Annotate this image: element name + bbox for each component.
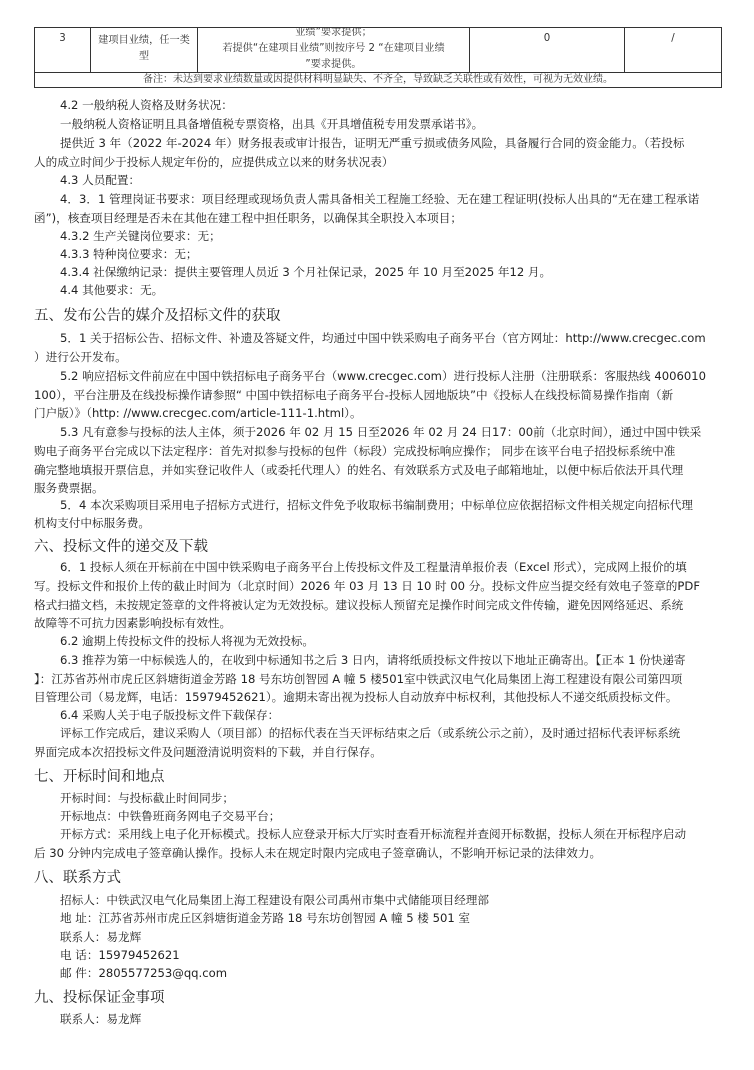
sec7-p2: 开标地点：中铁鲁班商务网电子交易平台； [60,809,281,823]
s42-p1: 一般纳税人资格证明且具备增值税专票资格，出具《开具增值税专用发票承诺书》。 [60,117,484,131]
s43-p3: 4.3.3 特种岗位要求：无； [60,247,198,261]
sec5-p2b: 100），平台注册及在线投标操作请参照“ 中国中铁招标电子商务平台-投标人园地版块”中《投标人在线投标简易操作指南（新 [34,388,674,402]
sec9-contact: 联系人：易龙辉 [60,1012,142,1026]
sec9-heading: 九、投标保证金事项 [34,990,165,1006]
s43-p5: 4.4 其他要求：无。 [60,283,164,297]
requirement-line-0: 业绩”要求提供； [295,28,372,38]
sec8-email: 邮 件：2805577253@qq.com [60,966,227,980]
sec6-p1c: 格式扫描文档，未按规定签章的文件将被认定为无效投标。建议投标人预留充足操作时间完成文件传输，避免因网络延迟、系统 [34,598,684,612]
sec6-heading: 六、投标文件的递交及下载 [34,539,208,555]
sec6-p5b: 界面完成本次招投标文件及问题澄清说明资料的下载，并自行保存。 [34,745,382,759]
row-last: / [625,28,722,72]
sec7-p3b: 后 30 分钟内完成电子签章确认操作。投标人未在规定时限内完成电子签章确认，不影响开标记录的法律效力。 [34,846,602,860]
sec8-address: 地 址：江苏省苏州市虎丘区斜塘街道金芳路 18 号东坊创智园 A 幢 5 楼 501 室 [60,911,470,925]
sec6-p1a: 6．1 投标人须在开标前在中国中铁采购电子商务平台上传投标文件及工程量清单报价表（Excel 形式），完成网上报价的填 [60,560,687,574]
sec5-p1b: ）进行公开发布。 [34,350,127,364]
sec7-p1: 开标时间：与投标截止时间同步； [60,791,234,805]
s43-p2: 4.3.2 生产关键岗位要求：无； [60,229,221,243]
sec6-p3a: 6.3 推荐为第一中标候选人的，在收到中标通知书之后 3 日内，请将纸质投标文件按以下地址正确寄出。【正本 1 份快递寄 [60,653,686,667]
sec5-p3d: 服务费票据。 [34,481,104,495]
sec5-p4b: 机构支付中标服务费。 [34,516,150,530]
sec6-p1d: 故障等不可抗力因素影响投标有效性。 [34,616,232,630]
sec5-p4a: 5．4 本次采购项目采用电子招标方式进行，招标文件免予收取标书编制费用；中标单位应依据招标文件相关规定向招标代理 [60,498,693,512]
sec8-heading: 八、联系方式 [34,870,121,886]
sec8-tenderer: 招标人：中铁武汉电气化局集团上海工程建设有限公司禹州市集中式储能项目经理部 [60,893,489,907]
sec5-heading: 五、发布公告的媒介及招标文件的获取 [34,308,281,324]
sec6-p3c: 目管理公司（易龙辉，电话：15979452621）。逾期未寄出视为投标人自动放弃中标权利，其他投标人不递交纸质投标文件。 [34,690,678,704]
sec7-heading: 七、开标时间和地点 [34,769,165,785]
sec5-p3c: 确完整地填报开票信息，并如实登记收件人（或委托代理人）的姓名、有效联系方式及电子邮箱地址，以便中标后依法开具代理 [34,463,684,477]
sec5-p2c: 门户版）》（http: //www.crecgec.com/article-111-1.html）。 [34,406,362,420]
sec8-phone: 电 话：15979452621 [60,948,180,962]
sec6-p5a: 评标工作完成后，建议采购人（项目部）的招标代表在当天评标结束之后（或系统公示之前），及时通过招标代表评标系统 [60,726,681,740]
table-row [34,28,722,73]
s43-p1b: 函”)，核查项目经理是否未在其他在建工程中担任职务，以确保其全职投入本项目； [34,211,462,225]
table-note: 备注：未达到要求业绩数量或因提供材料明显缺失、不齐全，导致缺乏关联性或有效性，可视为无效业绩。 [34,73,722,88]
s42-title: 4.2 一般纳税人资格及财务状况： [60,98,233,112]
row-number: 3 [35,28,91,72]
row-score: 0 [470,28,625,72]
sec6-p4: 6.4 采购人关于电子版投标文件下载保存： [60,708,280,722]
row-category: 建项目业绩，任一类型 [91,28,198,72]
s43-p1a: 4．3．1 管理岗证书要求：项目经理或现场负责人需具备相关工程施工经验、无在建工程证明(投标人出具的“无在建工程承诺 [60,192,700,206]
sec6-p3b: 】：江苏省苏州市虎丘区斜塘街道金芳路 18 号东坊创智园 A 幢 5 楼501室中铁武汉电气化局集团上海工程建设有限公司第四项 [34,672,683,686]
sec5-p3b: 购电子商务平台完成以下法定程序：首先对拟参与投标的包件（标段）完成投标响应操作； 同步在该平台电子招投标系统中准 [34,444,676,458]
performance-table [34,27,722,88]
sec7-p3a: 开标方式：采用线上电子化开标模式。投标人应登录开标大厅实时查看开标流程并查阅开标数据，投标人须在开标程序启动 [60,827,687,841]
s42-p2a: 提供近 3 年（2022 年-2024 年）财务报表或审计报告，证明无严重亏损或债务风险，具备履行合同的资金能力。（若投标 [60,136,685,150]
s42-p2b: 人的成立时间少于投标人规定年份的，应提供成立以来的财务状况表） [34,155,394,169]
sec6-p1b: 写。投标文件和报价上传的截止时间为（北京时间）2026 年 03 月 13 日 10 时 00 分。投标文件应当提交经有效电子签章的PDF [34,579,700,593]
requirement-line-2: ”要求提供。 [305,59,362,70]
sec8-contact: 联系人：易龙辉 [60,930,142,944]
row-requirement [198,28,470,72]
sec5-p3a: 5.3 凡有意参与投标的法人主体，须于2026 年 02 月 15 日至2026 年 02 月 24 日17：00前（北京时间），通过中国中铁采 [60,425,702,439]
s43-title: 4.3 人员配置： [60,173,141,187]
requirement-line-1: 若提供“在建项目业绩”则按序号 2 “在建项目业绩 [222,43,445,54]
s43-p4: 4.3.4 社保缴纳记录：提供主要管理人员近 3 个月社保记录，2025 年 10 月至2025 年12 月。 [60,265,552,279]
sec5-p1a: 5．1 关于招标公告、招标文件、补遗及答疑文件，均通过中国中铁采购电子商务平台（官方网址：http://www.crecgec.com [60,331,706,345]
sec5-p2a: 5.2 响应招标文件前应在中国中铁招标电子商务平台（www.crecgec.com）进行投标人注册（注册联系：客服热线 4006010 [60,369,706,383]
sec6-p2: 6.2 逾期上传投标文件的投标人将视为无效投标。 [60,634,314,648]
